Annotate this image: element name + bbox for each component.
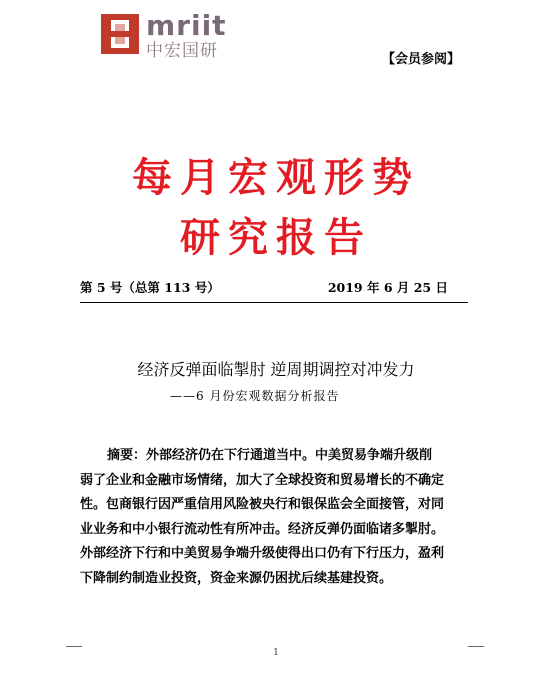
issue-number: 第 5 号（总第 113 号） bbox=[80, 280, 220, 295]
abstract-line: 性。包商银行因严重信用风险被央行和银保监会全面接管，对同 bbox=[80, 497, 445, 513]
logo-mark-icon bbox=[100, 12, 140, 56]
brand-logo bbox=[100, 9, 240, 61]
abstract-line: 业业务和中小银行流动性有所冲击。经济反弹仍面临诸多掣肘。 bbox=[80, 521, 445, 537]
abstract-line: 弱了企业和金融市场情绪，加大了全球投资和贸易增长的不确定 bbox=[80, 472, 445, 488]
header-divider bbox=[80, 302, 468, 303]
abstract-line bbox=[80, 444, 468, 469]
issue-date: 2019 年 6 月 25 日 bbox=[327, 280, 448, 295]
logo-text-en: mriit bbox=[146, 9, 227, 42]
logo-text-cn: 中宏国研 bbox=[146, 41, 218, 61]
abstract-paragraph bbox=[80, 444, 468, 592]
report-title-line2: 研究报告 bbox=[180, 215, 372, 261]
footer-corner-mark-right bbox=[468, 646, 484, 647]
abstract-label: 摘要： bbox=[107, 448, 147, 463]
abstract-line: 下降制约制造业投资，资金来源仍困扰后续基建投资。 bbox=[80, 570, 393, 586]
article-headline: 经济反弹面临掣肘 逆周期调控对冲发力 bbox=[137, 360, 415, 379]
article-subheadline: ——6 月份宏观数据分析报告 bbox=[170, 389, 340, 403]
report-title-line1: 每月宏观形势 bbox=[132, 155, 420, 201]
page-number: 1 bbox=[273, 648, 279, 658]
member-tag: 【会员参阅】 bbox=[381, 52, 460, 67]
abstract-text: 外部经济仍在下行通道当中。中美贸易争端升级削 bbox=[146, 448, 433, 463]
footer-corner-mark-left bbox=[66, 646, 82, 647]
abstract-line: 外部经济下行和中美贸易争端升级使得出口仍有下行压力，盈利 bbox=[80, 546, 445, 562]
